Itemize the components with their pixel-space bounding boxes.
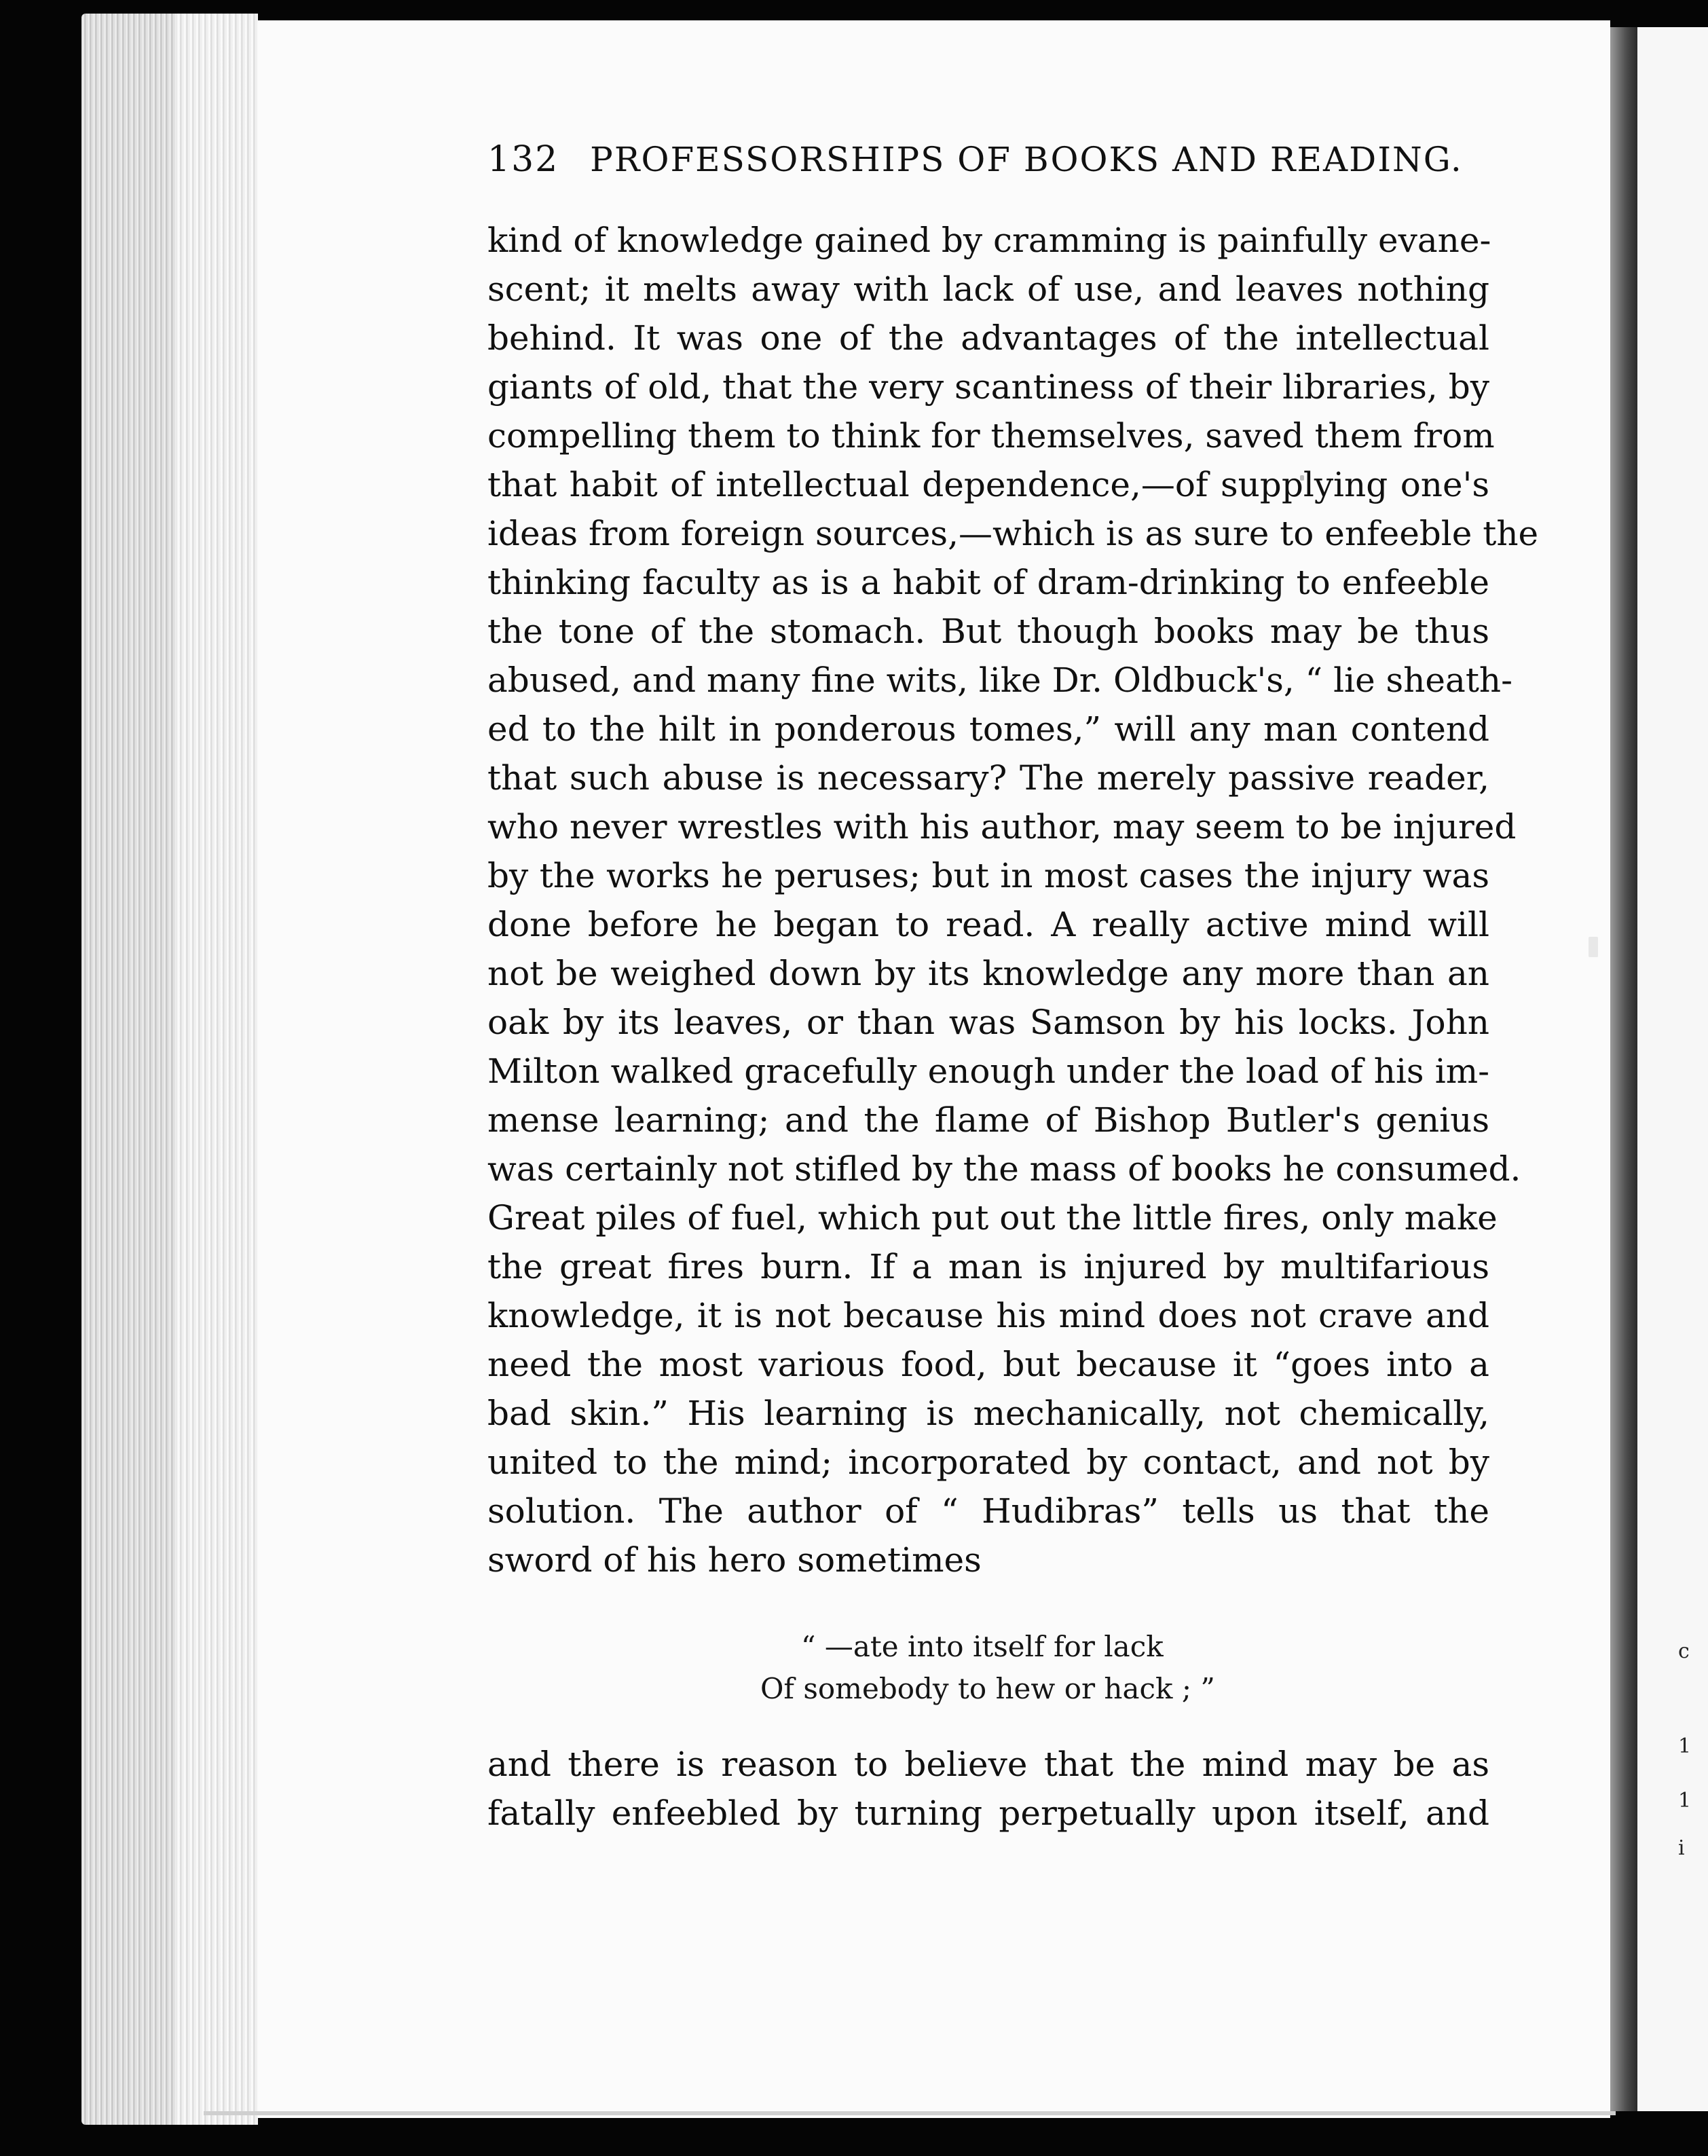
text-line: giants of old, that the very scantiness of their libraries, by bbox=[487, 367, 1489, 407]
text-line: Great piles of fuel, which put out the little fires, only make bbox=[487, 1198, 1498, 1238]
text-line: bad skin.” His learning is mechanically, not chemically, bbox=[487, 1394, 1489, 1433]
text-line: ideas from foreign sources,—which is as sure to enfeeble the bbox=[487, 514, 1539, 553]
text-line: done before he began to read. A really active mind will bbox=[487, 905, 1489, 944]
text-line: and there is reason to believe that the mind may be as bbox=[487, 1745, 1489, 1784]
text-line: behind. It was one of the advantages of the intellectual bbox=[487, 318, 1489, 358]
text-line: oak by its leaves, or than was Samson by his locks. John bbox=[487, 1003, 1489, 1042]
body-text bbox=[487, 216, 1539, 1584]
next-page-sliver bbox=[1637, 27, 1708, 2111]
text-line: compelling them to think for themselves, saved them from bbox=[487, 416, 1495, 456]
text-line: solution. The author of “ Hudibras” tells us that the bbox=[487, 1491, 1489, 1531]
text-line: who never wrestles with his author, may seem to be injured bbox=[487, 807, 1517, 847]
page-number: 132 bbox=[487, 139, 559, 180]
text-line: the tone of the stomach. But though books may be thus bbox=[487, 612, 1489, 651]
text-line: that habit of intellectual dependence,—of supplying one's bbox=[487, 465, 1489, 504]
next-page-mark: 1 bbox=[1678, 1734, 1692, 1758]
text-line: need the most various food, but because it “goes into a bbox=[487, 1345, 1489, 1384]
text-line: thinking faculty as is a habit of dram-drinking to enfeeble bbox=[487, 563, 1489, 602]
verse-line: “ —ate into itself for lack bbox=[801, 1630, 1164, 1663]
next-page-mark: 1 bbox=[1678, 1789, 1692, 1813]
text-line: not be weighed down by its knowledge any more than an bbox=[487, 954, 1489, 993]
running-header bbox=[487, 139, 1492, 187]
page-gutter bbox=[1610, 27, 1637, 2111]
text-line: the great fires burn. If a man is injured by multifarious bbox=[487, 1247, 1489, 1286]
verse-line: Of somebody to hew or hack ; ” bbox=[760, 1672, 1215, 1705]
next-page-mark: i bbox=[1678, 1836, 1685, 1860]
next-page-mark: c bbox=[1678, 1639, 1690, 1663]
text-line: fatally enfeebled by turning perpetually upon itself, and bbox=[487, 1793, 1489, 1833]
text-line: scent; it melts away with lack of use, and leaves nothing bbox=[487, 270, 1489, 309]
text-line: Milton walked gracefully enough under the load of his im- bbox=[487, 1052, 1489, 1091]
text-line: by the works he peruses; but in most cases the injury was bbox=[487, 856, 1489, 895]
text-line: that such abuse is necessary? The merely passive reader, bbox=[487, 758, 1489, 798]
stacked-page-edges-inner bbox=[177, 14, 258, 2125]
page-bottom-edge bbox=[204, 2111, 1616, 2115]
text-line: knowledge, it is not because his mind does not crave and bbox=[487, 1296, 1489, 1335]
text-line: abused, and many fine wits, like Dr. Oldbuck's, “ lie sheath- bbox=[487, 661, 1513, 700]
text-line: ed to the hilt in ponderous tomes,” will any man contend bbox=[487, 709, 1489, 749]
verse-quotation bbox=[760, 1626, 1249, 1710]
text-line: sword of his hero sometimes bbox=[487, 1540, 982, 1580]
text-line: kind of knowledge gained by cramming is painfully evane- bbox=[487, 221, 1491, 260]
text-line: mense learning; and the flame of Bishop Butler's genius bbox=[487, 1100, 1489, 1140]
text-line: united to the mind; incorporated by contact, and not by bbox=[487, 1443, 1489, 1482]
body-text-continued bbox=[487, 1740, 1489, 1838]
running-title: PROFESSORSHIPS OF BOOKS AND READING. bbox=[590, 140, 1463, 179]
text-line: was certainly not stifled by the mass of books he consumed. bbox=[487, 1149, 1521, 1189]
scan-speck bbox=[1589, 937, 1598, 957]
